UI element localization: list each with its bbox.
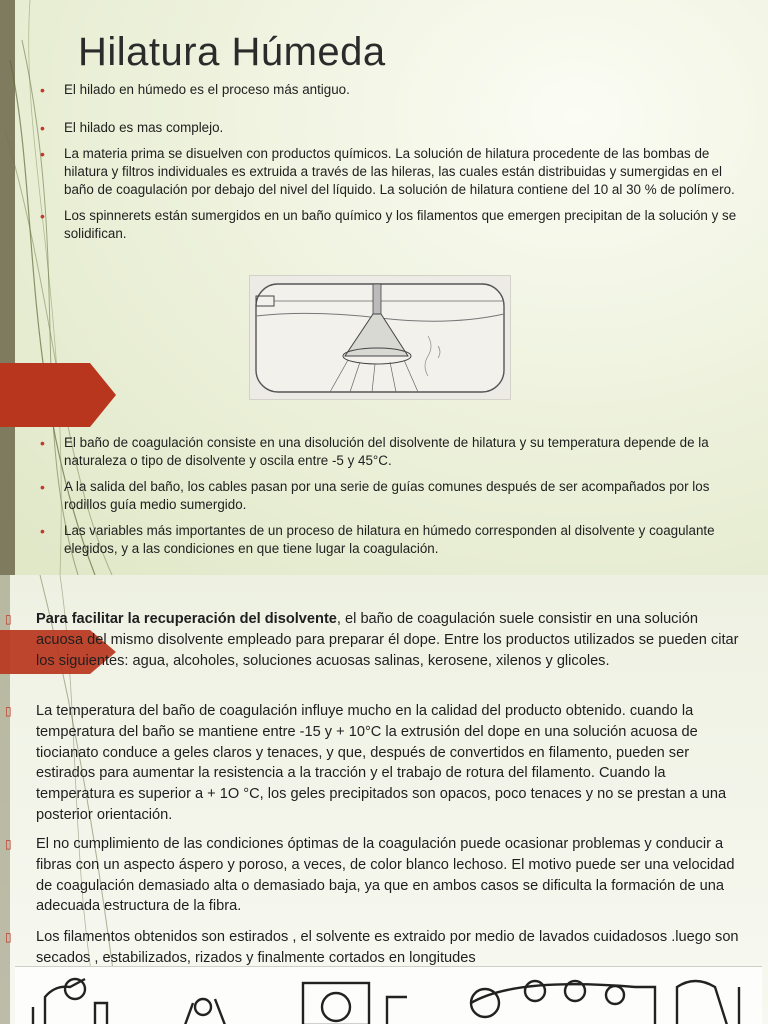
bullet-icon: • — [40, 82, 45, 98]
paragraph: ▯ Los filamentos obtenidos son estirados , el solvente es extraido por medio de lavados cuidadosos .luego son secados , estabilizados, rizados y finalmente cortados en longitudes — [5, 929, 739, 966]
list-item: • Las variables más importantes de un proceso de hilatura en húmedo corresponden al disolvente y coagulante elegidos, y a las condiciones en que tiene lugar la coagulación. — [40, 523, 715, 556]
spinneret-illustration — [250, 276, 510, 399]
slide-2 — [0, 575, 768, 1024]
list-item: • Los spinnerets están sumergidos en un baño químico y los filamentos que emergen precipitan de la solución y se solidifican. — [40, 208, 737, 241]
paragraph-marker-icon: ▯ — [5, 930, 12, 944]
bullet-icon: • — [40, 208, 45, 224]
bullet-icon: • — [40, 479, 45, 495]
list-item: • El hilado es mas complejo. — [40, 120, 224, 136]
bullet-icon: • — [40, 146, 45, 162]
process-diagram-image — [15, 966, 762, 1024]
paragraph: ▯ El no cumplimiento de las condiciones óptimas de la coagulación puede ocasionar problemas y conducir a fibras con un aspecto áspero y poroso, a veces, de color blanco lechoso. El motivo puede ser una velocidad de coagulación demasiado alta o demasiado baja, ya que en ambos casos se dificulta la formación de una adecuada estructura de la fibra. — [5, 836, 735, 915]
bullet-icon: • — [40, 523, 45, 539]
wet-spinning-bath-image — [249, 275, 511, 400]
slide-title: Hilatura Húmeda — [78, 30, 386, 74]
bullet-icon: • — [40, 120, 45, 136]
machinery-sketch — [15, 967, 762, 1024]
paragraph: ▯ Para facilitar la recuperación del disolvente, el baño de coagulación suele consistir en una solución acuosa del mismo disolvente empleado para preparar él dope. Entre los productos utilizados se pueden citar los siguientes: agua, alcoholes, soluciones acuosas salinas, kerosene, xilenos y glicoles. — [5, 611, 739, 669]
list-item: • A la salida del baño, los cables pasan por una serie de guías comunes después de ser acompañados por los rodillos guía medio sumergido. — [40, 479, 710, 512]
paragraph-marker-icon: ▯ — [5, 612, 12, 626]
list-item: • La materia prima se disuelven con productos químicos. La solución de hilatura procedente de las bombas de hilatura y filtros individuales es extruida a través de las hileras, las cuales están distribuidas y sumergidas en el baño de coagulación por debajo del nivel del líquido. La solución de hilatura contiene del 10 al 30 % de polímero. — [40, 146, 735, 197]
bullet-list-top — [40, 81, 750, 251]
paragraph: ▯ La temperatura del baño de coagulación influye mucho en la calidad del producto obtenido. cuando la temperatura del baño se mantiene entre -15 y + 10°C la extrusión del dope en una solución acuosa de tiocianato conduce a geles claros y tenaces, y que, después de convertidos en filamento, pueden ser estirados para aumentar la resistencia a la tracción y el trabajo de rotura del filamento. Cuando la temperatura es superior a + 1O °C, los geles precipitados son opacos, poco tenaces y no se prestan a una posterior orientación. — [5, 703, 727, 823]
bullet-icon: • — [40, 435, 45, 451]
paragraph-marker-icon: ▯ — [5, 704, 12, 718]
list-item: • El hilado en húmedo es el proceso más antiguo. — [40, 82, 350, 98]
slide-side-bar — [0, 0, 15, 575]
bullet-list-bottom — [40, 434, 750, 566]
red-arrow-icon — [0, 363, 116, 427]
paragraph-marker-icon: ▯ — [5, 837, 12, 851]
list-item: • El baño de coagulación consiste en una disolución del disolvente de hilatura y su temperatura depende de la naturaleza o tipo de disolvente y oscila entre -5 y 45°C. — [40, 435, 709, 468]
